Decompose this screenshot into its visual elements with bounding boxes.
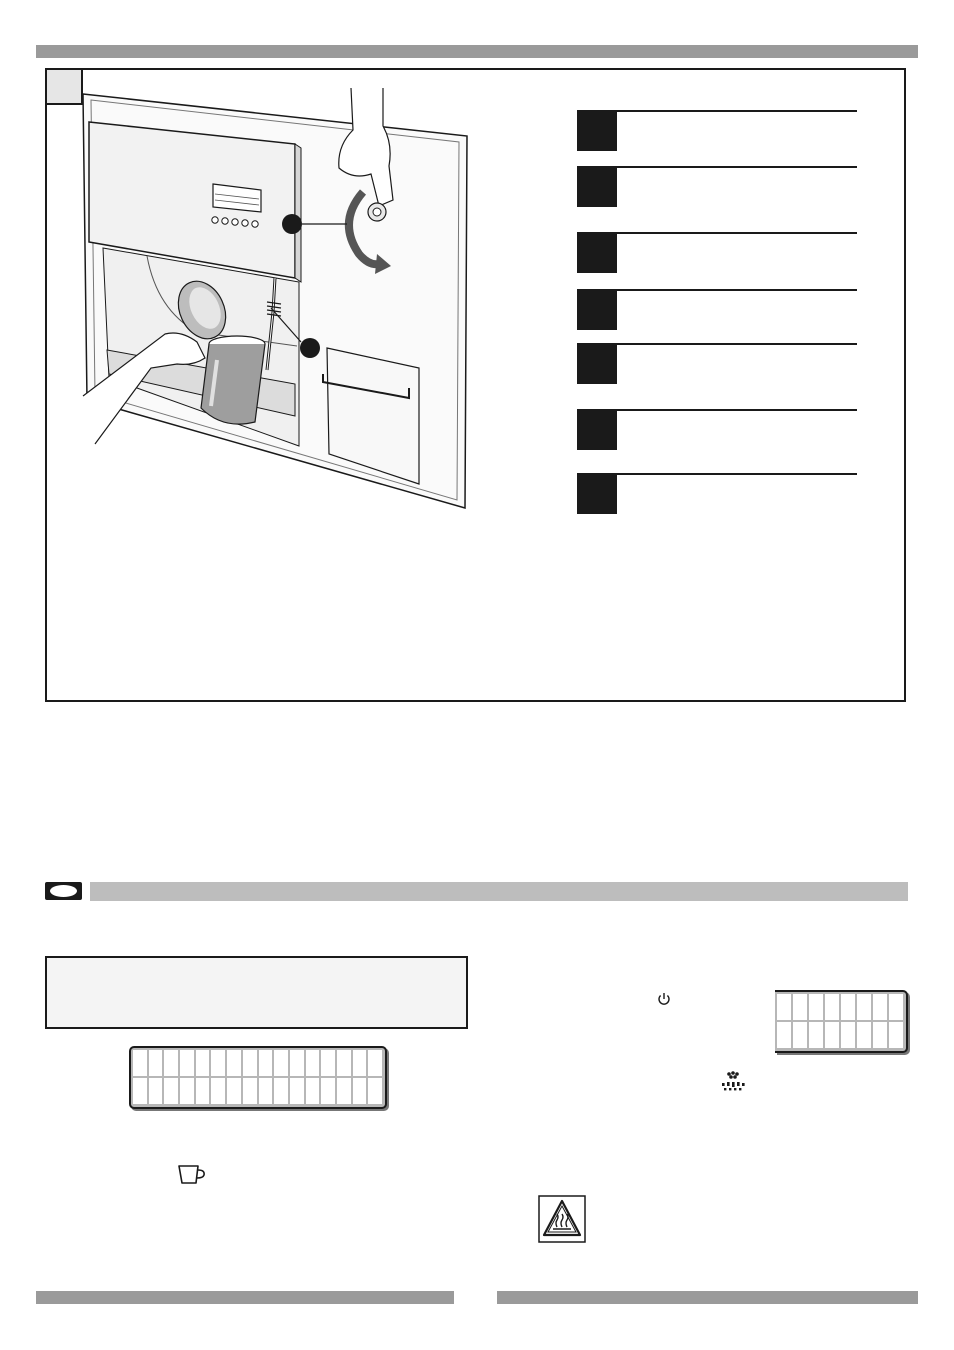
lcd-character-cell (353, 1050, 367, 1076)
section-header-bar (90, 882, 908, 901)
lcd-character-cell (353, 1078, 367, 1104)
step-number-block (577, 166, 617, 207)
step-rule (577, 343, 857, 345)
lcd-character-cell (164, 1050, 178, 1076)
step-6 (577, 409, 857, 451)
lcd-character-cell (825, 1022, 839, 1048)
hot-surface-warning-icon (538, 1195, 586, 1243)
lcd-character-cell (368, 1050, 382, 1076)
language-badge (45, 882, 82, 900)
lcd-character-cell (889, 1022, 903, 1048)
step-number-block (577, 289, 617, 330)
lcd-character-cell (306, 1078, 320, 1104)
step-number-block (577, 343, 617, 384)
lcd-character-cell (793, 1022, 807, 1048)
lcd-character-cell (857, 1022, 871, 1048)
top-header-bar (36, 45, 918, 58)
footer-bar-left (36, 1291, 454, 1304)
lcd-character-cell (149, 1078, 163, 1104)
lcd-character-cell (180, 1078, 194, 1104)
lcd-character-cell (841, 994, 855, 1020)
lcd-character-cell (259, 1050, 273, 1076)
step-3 (577, 232, 857, 274)
step-rule (577, 473, 857, 475)
lcd-character-cell (243, 1050, 257, 1076)
step-7 (577, 473, 857, 515)
lcd-character-cell (777, 1022, 791, 1048)
lcd-character-cell (777, 994, 791, 1020)
step-rule (577, 232, 857, 234)
lcd-character-cell (290, 1050, 304, 1076)
step-number-block (577, 110, 617, 151)
lcd-character-cell (368, 1078, 382, 1104)
lcd-character-cell (149, 1050, 163, 1076)
lcd-character-cell (825, 994, 839, 1020)
lcd-character-cell (337, 1078, 351, 1104)
illustration-frame (45, 68, 906, 702)
lcd-character-cell (809, 994, 823, 1020)
lcd-character-cell (180, 1050, 194, 1076)
lcd-character-cell (809, 1022, 823, 1048)
lcd-character-cell (841, 1022, 855, 1048)
lcd-character-cell (196, 1078, 210, 1104)
lcd-character-cell (243, 1078, 257, 1104)
step-rule (577, 166, 857, 168)
step-4 (577, 289, 857, 331)
footer-bar-right (497, 1291, 918, 1304)
step-2 (577, 166, 857, 208)
step-number-block (577, 473, 617, 514)
steam-icon (718, 1070, 748, 1092)
coffee-machine-illustration (47, 70, 907, 702)
step-rule (577, 110, 857, 112)
lcd-character-cell (196, 1050, 210, 1076)
lcd-character-cell (133, 1078, 147, 1104)
lcd-character-cell (321, 1078, 335, 1104)
lcd-character-cell (211, 1050, 225, 1076)
step-rule (577, 409, 857, 411)
cup-icon (176, 1163, 208, 1187)
lcd-character-cell (274, 1050, 288, 1076)
lcd-character-cell (306, 1050, 320, 1076)
lcd-display-small (775, 990, 908, 1053)
lcd-display-large (129, 1046, 387, 1109)
lcd-character-cell (259, 1078, 273, 1104)
lcd-character-cell (164, 1078, 178, 1104)
lcd-character-cell (133, 1050, 147, 1076)
step-1 (577, 110, 857, 152)
lcd-character-cell (793, 994, 807, 1020)
lcd-character-cell (227, 1050, 241, 1076)
lcd-character-cell (873, 994, 887, 1020)
lcd-character-cell (337, 1050, 351, 1076)
lcd-character-cell (211, 1078, 225, 1104)
step-5 (577, 343, 857, 385)
lcd-character-cell (321, 1050, 335, 1076)
lcd-grid (133, 1050, 382, 1104)
note-box (45, 956, 468, 1029)
step-number-block (577, 409, 617, 450)
lcd-character-cell (873, 1022, 887, 1048)
lcd-character-cell (227, 1078, 241, 1104)
lcd-character-cell (274, 1078, 288, 1104)
lcd-grid (777, 994, 903, 1048)
lcd-character-cell (290, 1078, 304, 1104)
lcd-character-cell (889, 994, 903, 1020)
step-number-block (577, 232, 617, 273)
step-rule (577, 289, 857, 291)
power-icon (656, 991, 672, 1007)
lcd-character-cell (857, 994, 871, 1020)
